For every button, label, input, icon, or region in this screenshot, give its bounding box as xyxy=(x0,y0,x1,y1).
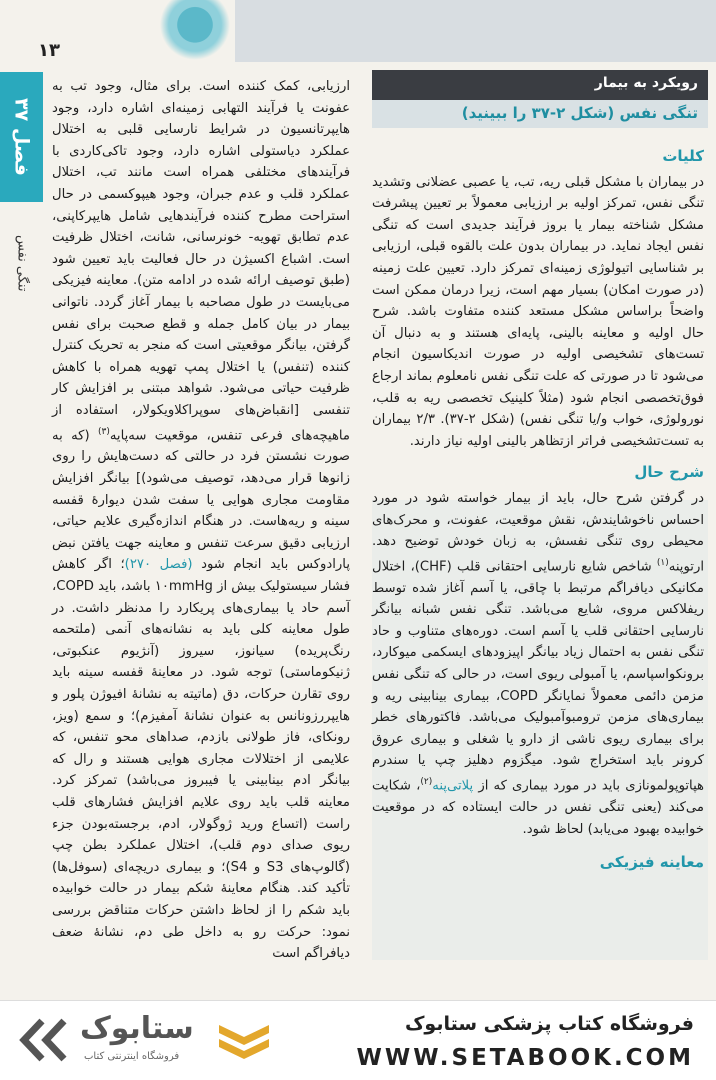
store-logo[interactable] xyxy=(14,1009,284,1073)
heading-physical-exam: معاینه فیزیکی xyxy=(599,853,704,872)
chapter-tab xyxy=(0,72,43,202)
store-title: فروشگاه کتاب پزشکی ستابوک xyxy=(404,1013,694,1035)
left-text-2: (که به صورت نشستن فرد در حالتی که دست‌هایش را روی زانوها قرار می‌دهد، توصیف می‌شود)] بیانگر افزایش مقاومت مجاری هوایی یا سفت شدن دیوارهٔ قفسه سینه و ریه‌هاست. در هنگام اندازه‌گیری علایم حیاتی، ارزیابی دقیق سرعت تنفس و معاینه جهت یافتن نبض پارادوکس باید انجام شود xyxy=(52,427,350,573)
footnote-ref-2: (۲) xyxy=(420,777,433,788)
left-text-column xyxy=(52,76,350,967)
history-text-1: در گرفتن شرح حال، باید از بیمار خواسته شود در مورد احساس ناخوشایندش، نقش موقعیت، عفونت، و محرک‌های محیطی روی تنگی نفسش، به زبان خودش توضیح دهد. ارتوپنه xyxy=(372,490,704,575)
left-paragraph xyxy=(52,76,350,965)
logo-name: ستابوک xyxy=(80,1011,194,1046)
footnote-ref-1: (۱) xyxy=(656,557,669,568)
logo-tagline: فروشگاه اینترنتی کتاب xyxy=(84,1051,180,1062)
chapter-tab-label: فصل ۳۷ xyxy=(10,98,33,176)
history-text-2: شاخص شایع نارسایی احتقانی قلب (CHF)، اختلال مکانیکی دیافراگم مرتبط با چاقی، یا آسم آغاز شده توسط ریفلاکس مروی، شایع می‌باشد. تنگی نفس شبانه بیانگر نارسایی احتقانی قلب یا آسم است. دوره‌های متناوب و حاد تنگی نفس به احتمال زیاد بیانگر اپیزودهای ایسکمی میوکارد، برونکواسپاسم، یا آمبولی ریوی است، در حالی که تنگی نفس مزمن دائمی معمولاً نمایانگر COPD، بیماری بینابینی ریه و بیماری‌های مزمن ترومبوآمبولیک می‌باشد. فاکتورهای خطر برای بیماری ریوی ناشی از دارو یا شغلی و بیماری عروق کرونر باید استخراج شود. میگزوم دهلیز چپ یا سندرم هپاتوپولمونازی باید در مورد بیماری که از xyxy=(372,559,704,794)
subtitle-text: تنگی نفس xyxy=(619,104,698,122)
footer-banner xyxy=(0,1000,716,1080)
decorative-splash xyxy=(150,0,240,62)
page-number: ۱۳ xyxy=(38,40,60,61)
approach-box-title: رویکرد به بیمار xyxy=(372,70,708,100)
book-logo-icon xyxy=(214,1015,274,1065)
approach-box-subtitle xyxy=(372,100,708,128)
decorative-header-block xyxy=(235,0,716,62)
left-text-1: ارزیابی، کمک کننده است. برای مثال، وجود تب به عفونت یا فرآیند التهابی زمینه‌ای اشاره دارد، وجود هایپرتانسیون در شرایط نارسایی قلبی به اختلال عملکرد دیاستولی اشاره دارد، وجود تاکی‌کاردی با فرآیندهای مختلفی همراه است مانند تب، اختلال عملکرد قلب و عدم جبران، وجود هیپوکسمی در حال استراحت مطرح کننده فرآیندهایی شامل هایپرکاپنی، عدم تطابق تهویه- خونرسانی، شانت، اختلال ظرفیت است. اشباع اکسیژن در حال فعالیت باید تعیین شود (طبق توصیف ارائه شده در ادامه متن). معاینه فیزیکی می‌بایست در طول مصاحبه با بیمار آغاز گردد. ناتوانی بیمار در بیان کامل جمله و قطع صحبت برای نفس گرفتن، بیانگر موقعیتی است که منجر به تحریک کنترل کننده (تنفس) یا اختلال پمپ تهویه همراه با کاهش ظرفیت حیاتی می‌شود. شواهد مبتنی بر افزایش کار تنفسی [انقباض‌های سوپراکلاویکولار، استفاده از ماهیچه‌های فرعی تنفس، موقعیت سه‌پایه xyxy=(52,79,350,443)
footnote-ref-3: (۳) xyxy=(97,426,110,437)
left-text-3: ؛ اگر کاهش فشار سیستولیک بیش از ۱۰mmHg باشد، باید COPD، آسم حاد یا بیماری‌های پریکارد را مدنظر داشت. در طول معاینه کلی باید به نشانه‌های آنمی (ملتحمه رنگ‌پریده) سیانوز، سیروز (آنژیوم عنکبوتی، ژنیکوماستی) توجه شود. در معاینهٔ قفسه سینه باید روی تقارن حرکات، دق (ماتیته به نشانهٔ افیوژن پلور و هایپررزونانس به عنوان نشانهٔ آمفیزم)؛ و سمع (ویز، رونکای، فاز طولانی بازدم، صداهای محو تنفس، که علایمی از اختلالات مجاری هوایی هستند و رال که بیانگر ادم بینابینی یا فیبروز می‌باشد) تمرکز کرد. معاینه قلب باید روی علایم افزایش فشارهای قلب راست (اتساع ورید ژوگولار، ادم، برجسته‌بودن جزء ریوی صدای دوم قلب)، اختلال عملکرد بطن چپ (گالوپ‌های S3 و S4)؛ و بیماری دریچه‌ای (سوفل‌ها) تأکید کند. هنگام معاینهٔ شکم بیمار در حالت خوابیده باید شکم را از لحاظ داشتن حرکات متناقض بررسی نمود: حرکت رو به داخل طی دم، نشانهٔ ضعف دیافراگم است xyxy=(51,557,350,962)
history-text-3: ، شکایت می‌کند (یعنی تنگی نفس در حالت ایستاده که در موقعیت خوابیده بهبود می‌یابد) لحاظ شود. xyxy=(372,778,704,837)
chevron-logo-icon xyxy=(14,1015,74,1065)
heading-overview: کلیات xyxy=(662,147,704,165)
chapter-name-label: تنگی نفس xyxy=(14,234,30,292)
overview-paragraph: در بیماران با مشکل قبلی ریه، تب، یا عصبی عضلانی وتشدید تنگی نفس، تمرکز اولیه بر ارزیابی معمولاً بر تعیین پیشرفت مشکل شناخته بیمار یا بروز فرآیند جدیدی است که تنگی نفس ایجاد نماید. در بیماران بدون علت بالقوه قبلی، ارزیابی بر شناسایی اتیولوژی زمینه‌ای تمرکز دارد. تعیین علت زمینه (در صورت امکان) بسیار مهم است، زیرا درمان ممکن است واضحاً براساس مشکل مستعد کننده متفاوت باشد. شرح حال اولیه و معاینه بالینی، پایه‌ای هستند و به دنبال آن تست‌های تشخیصی اولیه در صورت اندیکاسیون انجام می‌شود تا در صورتی که علت تنگی نفس نامعلوم بماند ارجاع فوق‌تخصصی انجام شود (مثلاً کلینیک تخصصی ریه به قلب، نورولوژی، خواب و/یا تنگی نفس) (شکل ۲-۳۷). ۲/۳ بیماران به تست‌تشخیصی فراتر ازتظاهر بالینی اولیه نیاز دارند. xyxy=(372,174,704,449)
figure-ref-link[interactable]: (شکل ۲-۳۷ را ببینید) xyxy=(461,104,615,122)
history-paragraph xyxy=(372,488,704,840)
top-strip xyxy=(0,0,716,68)
right-text-column xyxy=(372,140,704,878)
heading-history: شرح حال xyxy=(634,463,704,482)
chapter-270-link[interactable]: (فصل ۲۷۰) xyxy=(124,557,193,573)
platypnea-link[interactable]: پلاتی‌پنه xyxy=(432,778,474,794)
chapter-name-side xyxy=(8,228,36,298)
store-url[interactable]: WWW.SETABOOK.COM xyxy=(356,1045,694,1071)
